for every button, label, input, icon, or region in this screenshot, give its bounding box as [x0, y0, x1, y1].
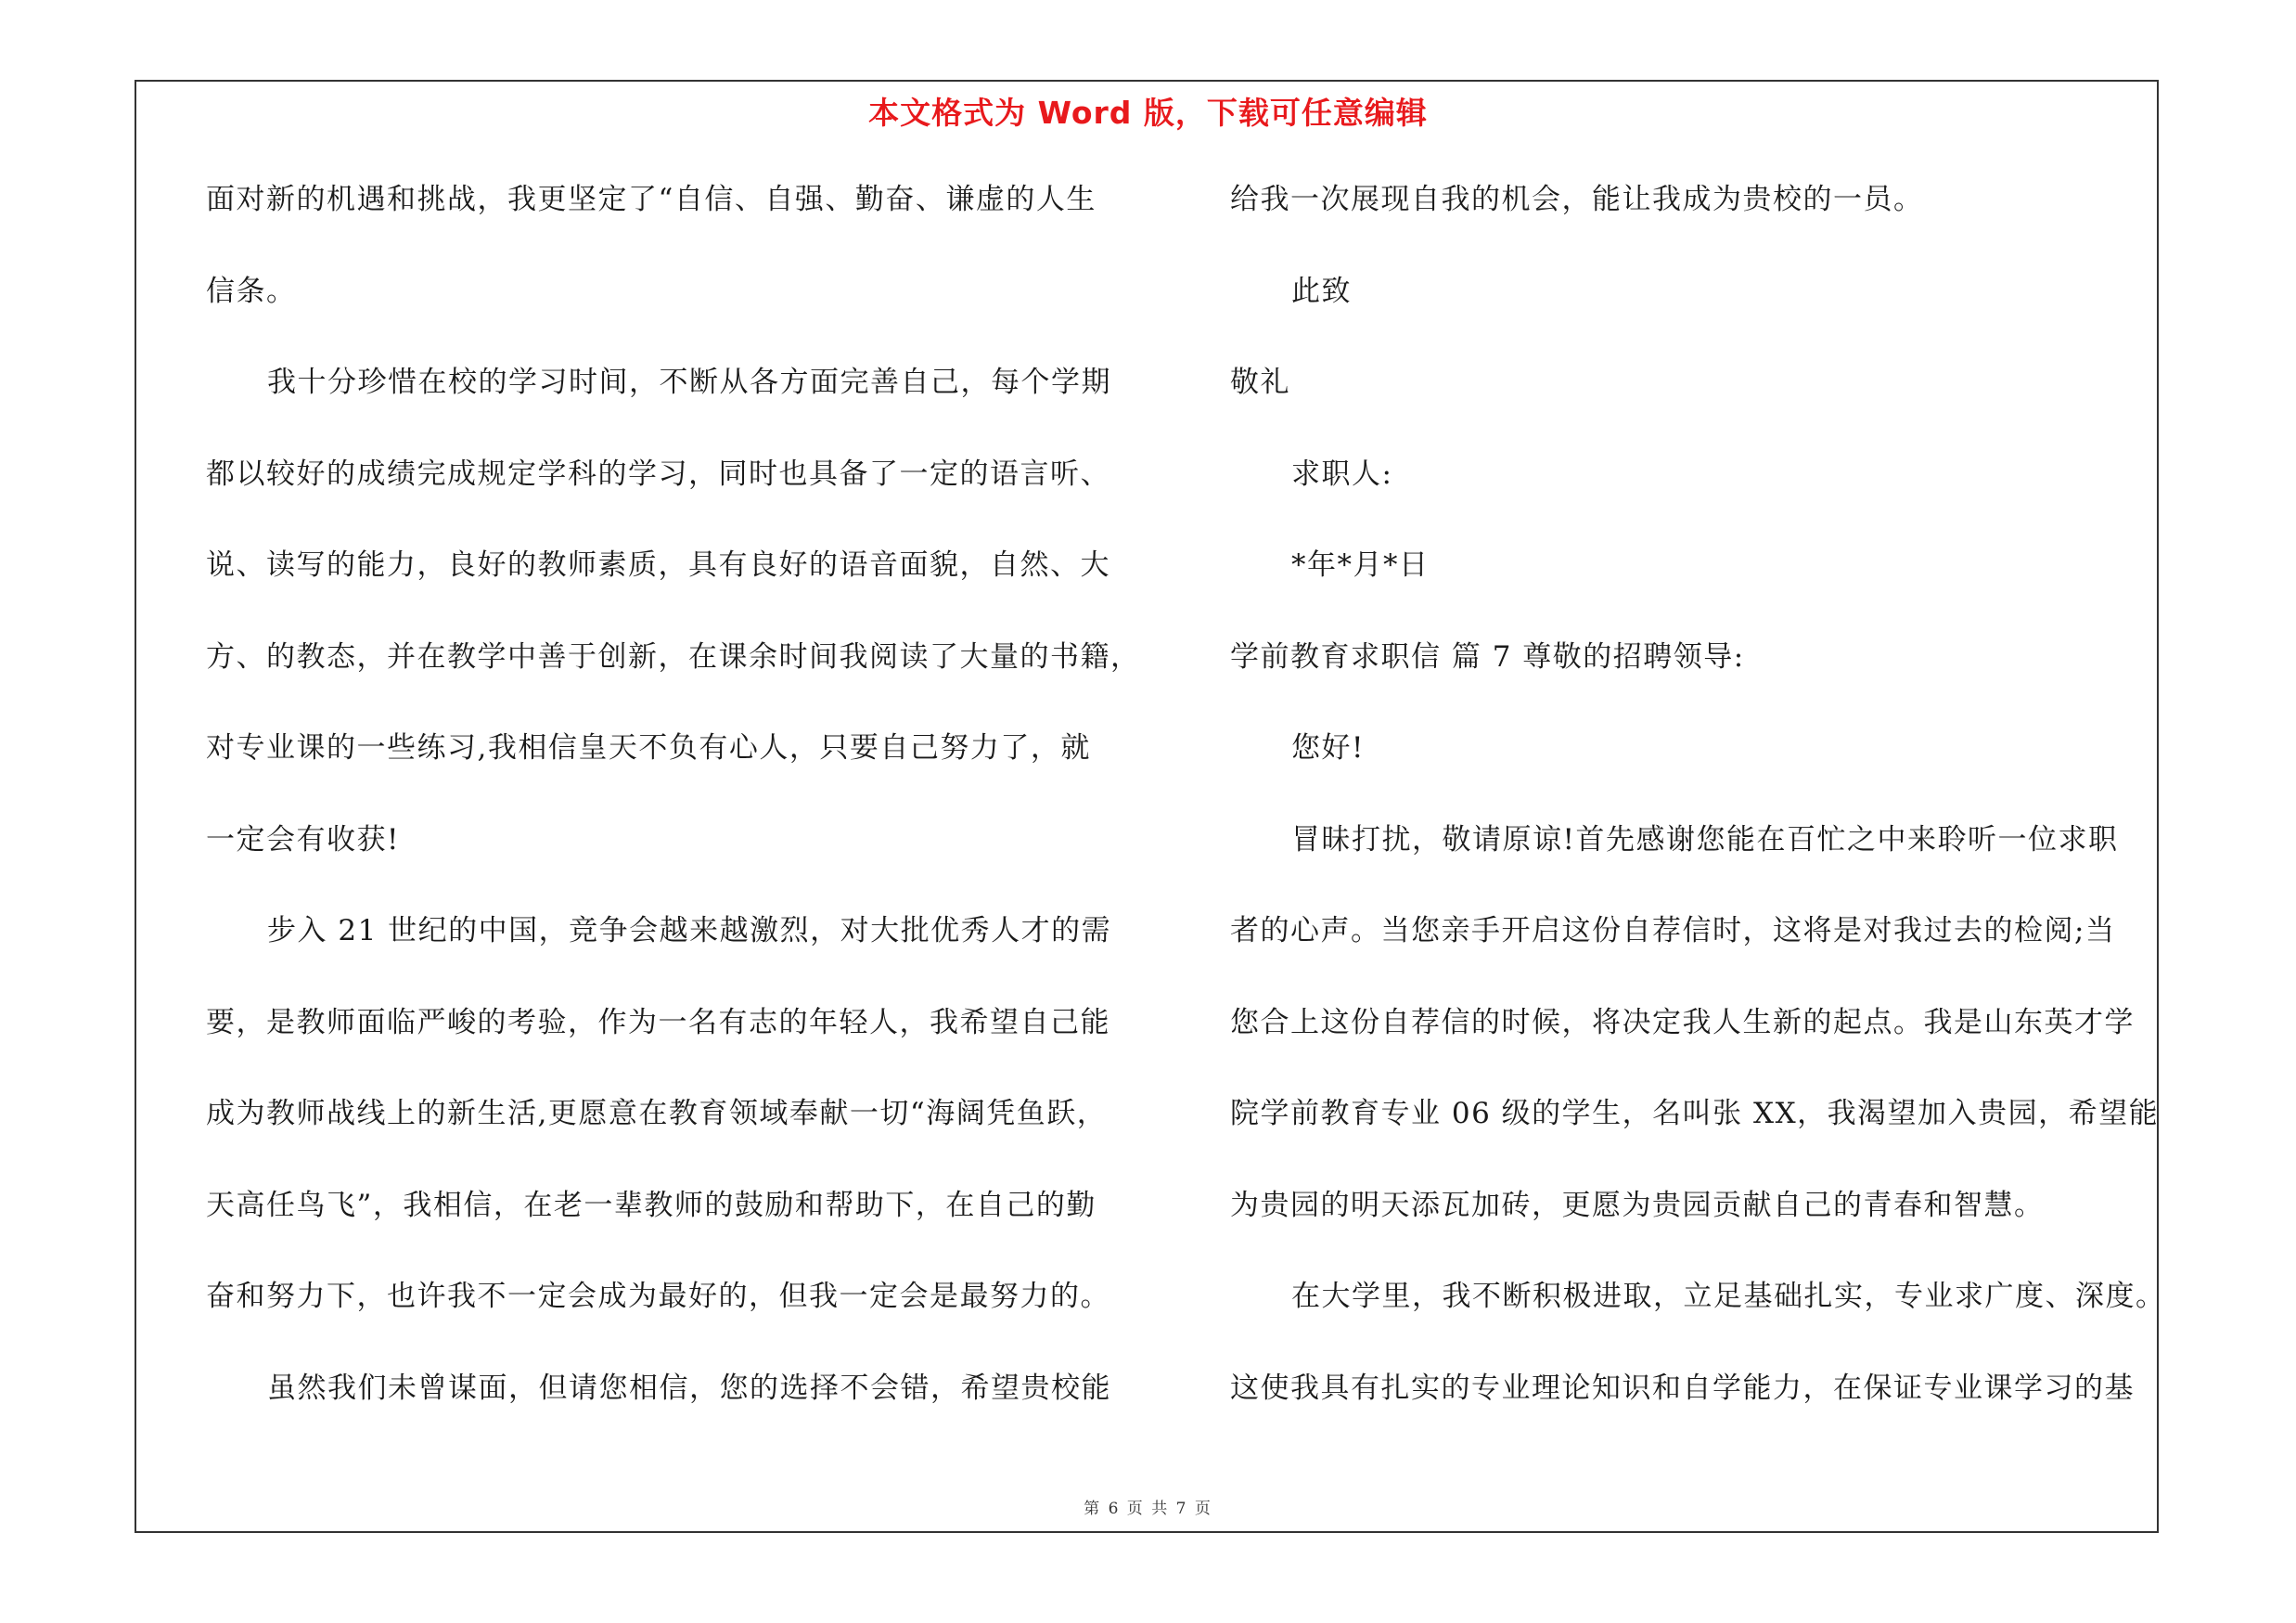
- paragraph-line: 为贵园的明天添瓦加砖，更愿为贵园贡献自己的青春和智慧。: [1230, 1188, 2045, 1222]
- paragraph-line: 给我一次展现自我的机会，能让我成为贵校的一员。: [1230, 183, 1924, 216]
- paragraph-line: 说、读写的能力，良好的教师素质，具有良好的语音面貌，自然、大: [206, 548, 1110, 582]
- paragraph-line: 要，是教师面临严峻的考验，作为一名有志的年轻人，我希望自己能: [206, 1005, 1110, 1039]
- paragraph-line: 都以较好的成绩完成规定学科的学习，同时也具备了一定的语言听、: [206, 457, 1110, 491]
- paragraph-line: 方、的教态，并在教学中善于创新，在课余时间我阅读了大量的书籍，: [206, 639, 1141, 674]
- paragraph-line: 虽然我们未曾谋面，但请您相信，您的选择不会错，希望贵校能: [267, 1371, 1111, 1405]
- paragraph-line: 奋和努力下，也许我不一定会成为最好的，但我一定会是最努力的。: [206, 1280, 1110, 1313]
- paragraph-line: 面对新的机遇和挑战，我更坚定了“自信、自强、勤奋、谦虚的人生: [206, 183, 1097, 216]
- greeting: 您好!: [1291, 731, 1365, 765]
- paragraph-line: 冒昧打扰，敬请原谅!首先感谢您能在百忙之中来聆听一位求职: [1291, 822, 2119, 857]
- page-frame: [135, 80, 2159, 1533]
- paragraph-line: 院学前教育专业 06 级的学生，名叫张 XX，我渴望加入贵园，希望能: [1230, 1097, 2160, 1130]
- letter-date: *年*月*日: [1291, 548, 1430, 582]
- paragraph-line: 对专业课的一些练习,我相信皇天不负有心人，只要自己努力了，就: [206, 731, 1091, 765]
- applicant-signature: 求职人:: [1291, 457, 1393, 491]
- paragraph-line: 成为教师战线上的新生活,更愿意在教育领域奉献一切“海阔凭鱼跃，: [206, 1097, 1108, 1130]
- page-number: 第 6 页 共 7 页: [1084, 1500, 1212, 1518]
- paragraph-line: 者的心声。当您亲手开启这份自荐信时，这将是对我过去的检阅;当: [1230, 914, 2116, 947]
- paragraph-line: 一定会有收获!: [206, 822, 400, 857]
- section-heading: 学前教育求职信 篇 7 尊敬的招聘领导:: [1230, 639, 1745, 674]
- paragraph-line: 步入 21 世纪的中国，竞争会越来越激烈，对大批优秀人才的需: [267, 914, 1112, 947]
- paragraph-line: 这使我具有扎实的专业理论知识和自学能力，在保证专业课学习的基: [1230, 1371, 2135, 1405]
- paragraph-line: 我十分珍惜在校的学习时间，不断从各方面完善自己，每个学期: [267, 366, 1111, 399]
- salutation-closing: 此致: [1291, 274, 1352, 308]
- salutation-regards: 敬礼: [1230, 366, 1290, 399]
- document-banner: 本文格式为 Word 版，下载可任意编辑: [868, 95, 1428, 131]
- paragraph-line: 您合上这份自荐信的时候，将决定我人生新的起点。我是山东英才学: [1230, 1005, 2135, 1039]
- paragraph-line: 信条。: [206, 274, 297, 308]
- paragraph-line: 在大学里，我不断积极进取，立足基础扎实，专业求广度、深度。: [1291, 1280, 2166, 1313]
- paragraph-line: 天高任鸟飞”，我相信，在老一辈教师的鼓励和帮助下，在自己的勤: [206, 1188, 1097, 1222]
